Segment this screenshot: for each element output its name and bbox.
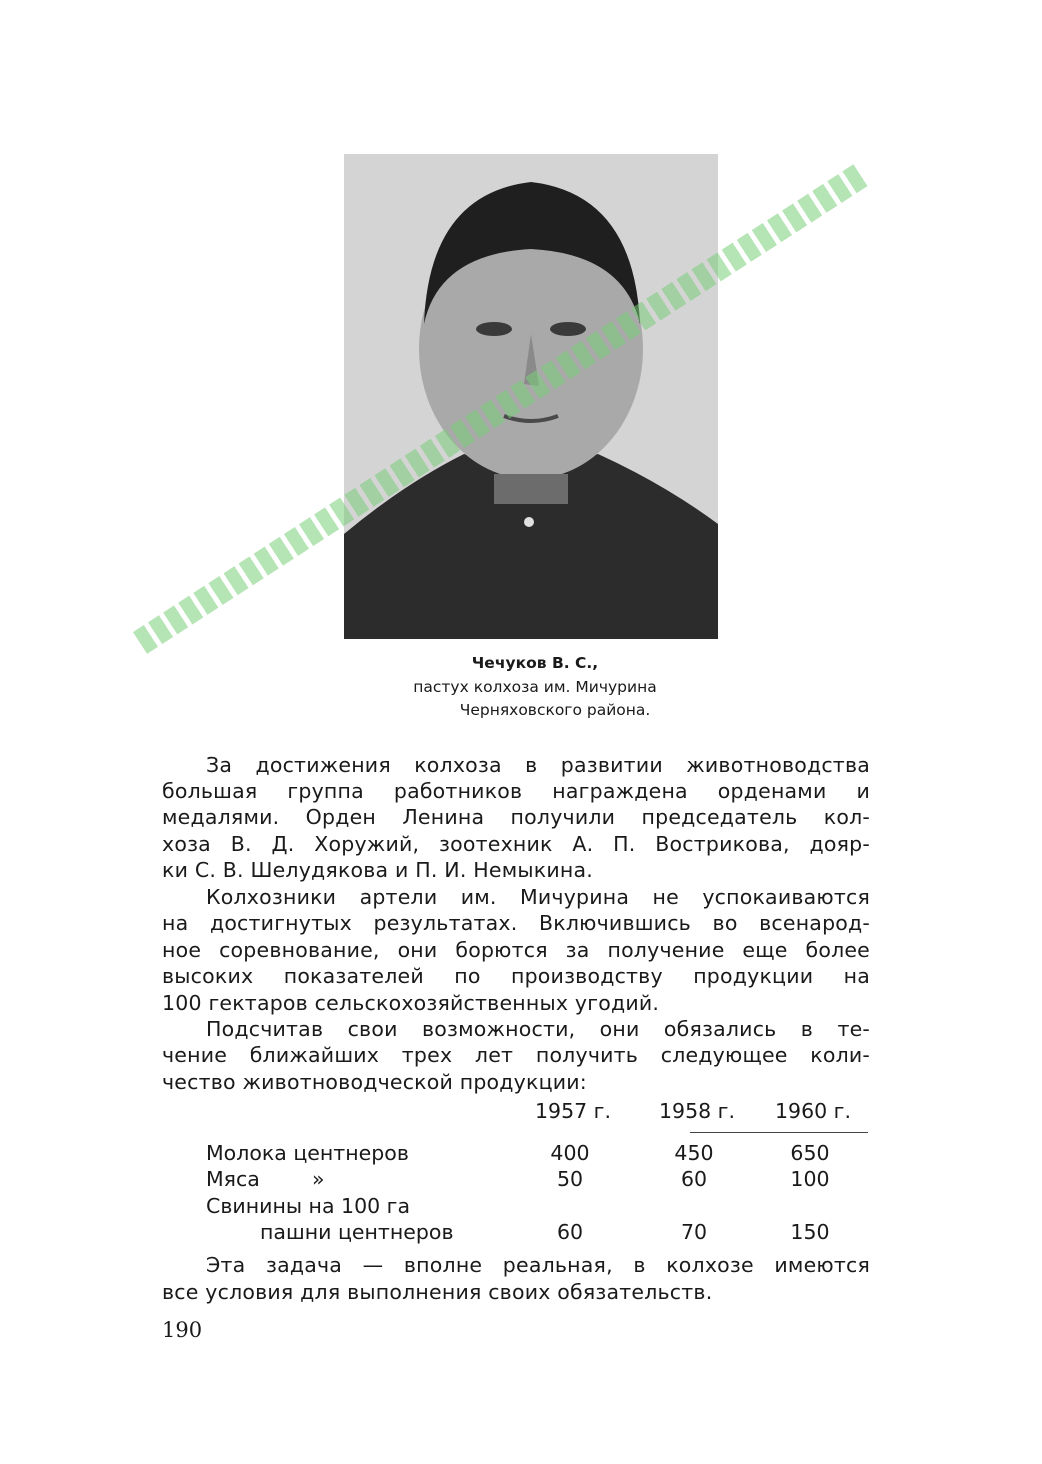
table-cell: 650 bbox=[790, 1141, 830, 1165]
body-text-line: высоких показателей по производству продукции на bbox=[162, 964, 870, 988]
body-text-line: Подсчитав свои возможности, они обязались в те- bbox=[206, 1017, 870, 1041]
body-text-line: За достижения колхоза в развитии животноводства bbox=[206, 753, 870, 777]
table-cell: 100 bbox=[790, 1167, 830, 1191]
caption-line: Черняховского района. bbox=[459, 701, 651, 719]
table-row-label: Молока центнеров bbox=[206, 1141, 409, 1165]
table-cell: 50 bbox=[556, 1167, 584, 1191]
page-number: 190 bbox=[162, 1318, 203, 1342]
body-text-line: чество животноводческой продукции: bbox=[162, 1070, 587, 1094]
body-text-line: большая группа работников награждена орденами и bbox=[162, 779, 870, 803]
table-cell: 450 bbox=[674, 1141, 714, 1165]
body-text-line: Эта задача — вполне реальная, в колхозе имеются bbox=[206, 1253, 870, 1277]
body-text-line: Колхозники артели им. Мичурина не успокаиваются bbox=[206, 885, 870, 909]
body-text-line: 100 гектаров сельскохозяйственных угодий. bbox=[162, 991, 660, 1015]
table-cell: 70 bbox=[680, 1220, 708, 1244]
table-year-header: 1957 г. bbox=[535, 1099, 611, 1123]
table-row-label: пашни центнеров bbox=[260, 1220, 454, 1244]
table-cell: 150 bbox=[790, 1220, 830, 1244]
caption-name: Чечуков В. С., bbox=[471, 654, 599, 672]
body-text-line: все условия для выполнения своих обязательств. bbox=[162, 1280, 713, 1304]
table-row bbox=[162, 1219, 872, 1245]
table-year-header: 1958 г. bbox=[659, 1099, 735, 1123]
body-text-line: ное соревнование, они борются за получение еще более bbox=[162, 938, 870, 962]
table-cell: 400 bbox=[550, 1141, 590, 1165]
body-text-line: чение ближайших трех лет получить следующее коли- bbox=[162, 1043, 870, 1067]
table-row bbox=[162, 1166, 872, 1192]
body-text-line: хоза В. Д. Хоружий, зоотехник А. П. Вострикова, дояр- bbox=[162, 832, 870, 856]
body-text-line: ки С. В. Шелудякова и П. И. Немыкина. bbox=[162, 858, 593, 882]
table-header-rule bbox=[690, 1132, 868, 1133]
table-header-row bbox=[162, 1098, 872, 1124]
table-cell: 60 bbox=[556, 1220, 584, 1244]
table-row-label: Мяса » bbox=[206, 1167, 325, 1191]
table-cell: 60 bbox=[680, 1167, 708, 1191]
body-text-line: на достигнутых результатах. Включившись во всенарод- bbox=[162, 911, 870, 935]
caption-line: пастух колхоза им. Мичурина bbox=[413, 678, 657, 696]
table-row-label: Свинины на 100 га bbox=[206, 1194, 411, 1218]
table-year-header: 1960 г. bbox=[775, 1099, 851, 1123]
table-row bbox=[162, 1140, 872, 1166]
table-row bbox=[162, 1193, 872, 1219]
body-text-line: медалями. Орден Ленина получили председатель кол- bbox=[162, 805, 870, 829]
portrait-photo bbox=[344, 154, 718, 639]
